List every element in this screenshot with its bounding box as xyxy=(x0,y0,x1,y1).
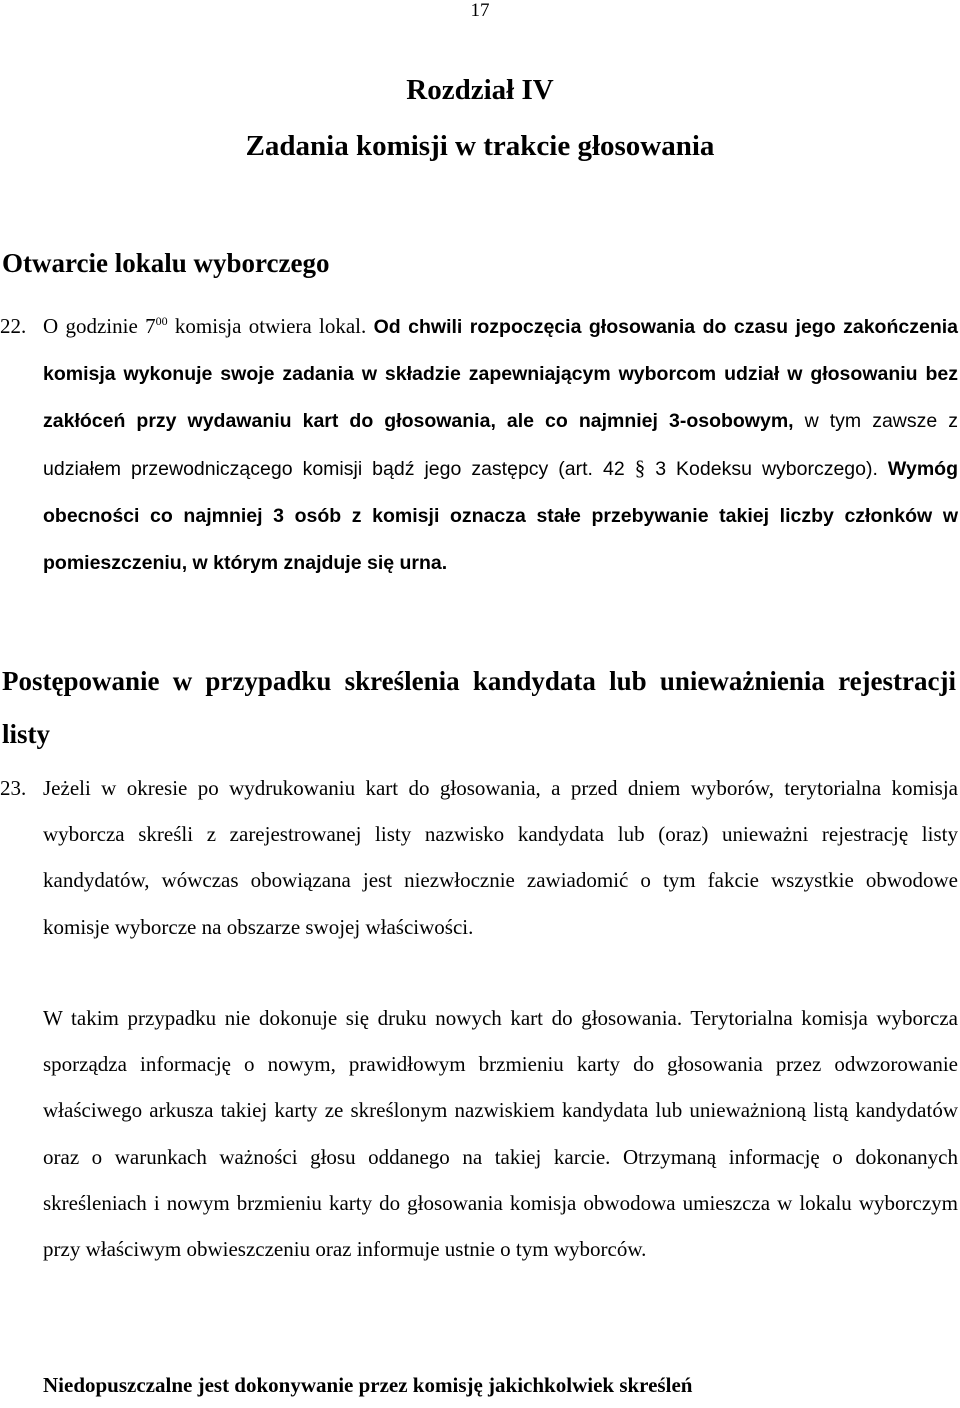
superscript-minutes: 00 xyxy=(155,314,168,328)
section-sign: § xyxy=(634,455,646,480)
paragraph-number: 22. xyxy=(0,314,27,338)
text-run: komisja otwiera lokal. xyxy=(167,314,374,338)
paragraph-22 xyxy=(0,303,959,586)
text-run: w tym zawsze z udziałem przewodniczącego komisji bądź jego zastępcy (art. 42 xyxy=(43,410,959,480)
section-heading-opening: Otwarcie lokalu wyborczego xyxy=(2,248,330,278)
bold-text-run: Wymóg obecności co najmniej 3 osób z komisji oznacza stałe przebywanie takiej liczby członków w pomieszczeniu, w którym znajduje się urna. xyxy=(43,457,958,575)
text-run: O godzinie 7 xyxy=(43,314,156,338)
text-run: 3 Kodeksu wyborczego). xyxy=(645,457,878,480)
text-run: W takim przypadku nie dokonuje się druku nowych kart do głosowania. Terytorialna komisja wyborcza sporządza informację o nowym, prawidłowym brzmieniu karty do głosowania przez odwzorowanie właściwego arkusza takiej karty ze skreślonym nazwiskiem kandydata lub unieważnioną listą kandydatów oraz o warunkach ważności głosu oddanego na takiej karcie. Otrzymaną informację o dokonanych skreśleniach i nowym brzmieniu karty do głosowania komisja obwodowa umieszcza w lokalu wyborczym przy właściwym obwieszczeniu oraz informuje ustnie o tym wyborców. xyxy=(43,1006,958,1262)
section-heading-strike-candidate: Postępowanie w przypadku skreślenia kandydata lub unieważnienia rejestracji listy xyxy=(2,666,956,749)
bold-text-run: Od chwili rozpoczęcia głosowania do czasu jego zakończenia komisja wykonuje swoje zadania w składzie zapewniającym wyborcom udział w głosowaniu bez zakłóceń przy wydawaniu kart do głosowania, ale co najmniej 3-osobowym, xyxy=(43,316,958,433)
paragraph-number: 23. xyxy=(0,776,27,800)
bold-text-run: Niedopuszczalne jest dokonywanie przez komisję jakichkolwiek skreśleń xyxy=(43,1373,693,1397)
chapter-title: Zadania komisji w trakcie głosowania xyxy=(245,130,715,162)
paragraph-23-final xyxy=(43,1362,958,1408)
paragraph-23 xyxy=(0,765,958,950)
paragraph-23-continued xyxy=(43,995,958,1272)
text-run: Jeżeli w okresie po wydrukowaniu kart do głosowania, a przed dniem wyborów, terytorialna komisja wyborcza skreśli z zarejestrowanej listy nazwisko kandydata lub (oraz) unieważni rejestrację listy kandydatów, wówczas obowiązana jest niezwłocznie zawiadomić o tym fakcie wszystkie obwodowe komisje wyborcze na obszarze swojej właściwości. xyxy=(43,776,958,939)
chapter-number: Rozdział IV xyxy=(406,74,554,106)
page-number: 17 xyxy=(470,0,490,21)
